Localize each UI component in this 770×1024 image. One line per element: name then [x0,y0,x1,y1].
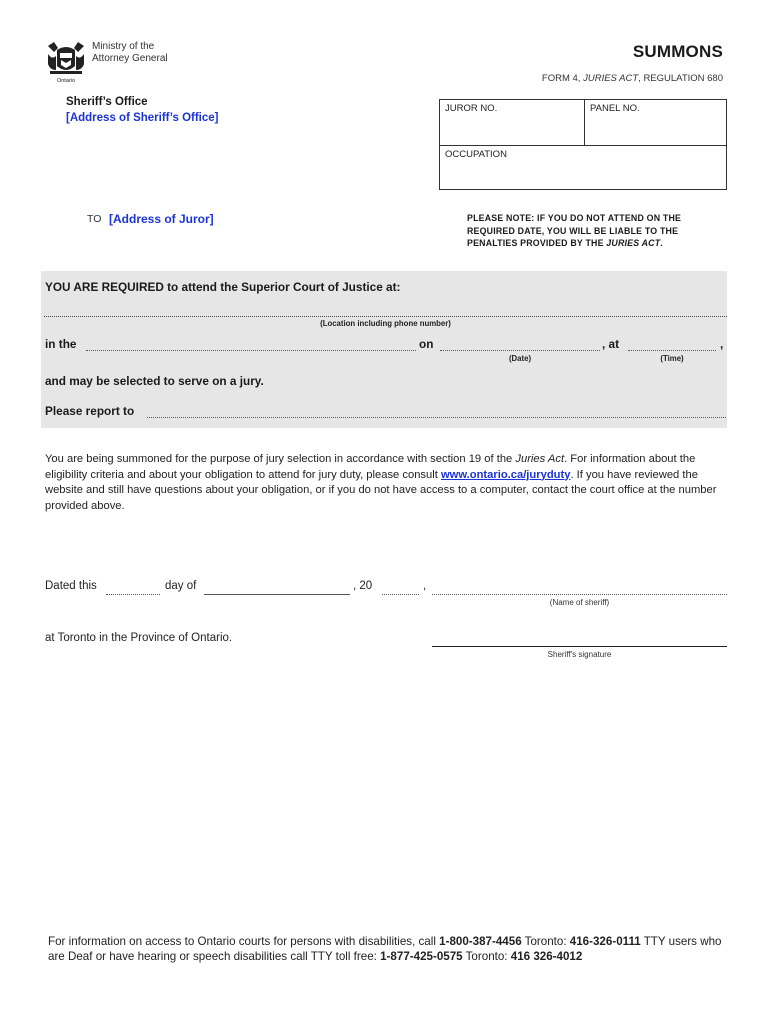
in-the-label: in the [45,337,77,351]
form-reference: FORM 4, JURIES ACT, REGULATION 680 [541,73,723,84]
on-label: on [419,337,434,351]
time-comma: , [720,337,724,351]
day-field[interactable] [106,594,160,595]
penalty-notice: PLEASE NOTE: IF YOU DO NOT ATTEND ON THE REQUIRED DATE, YOU WILL BE LIABLE TO THE PENALTIES PROVIDED BY THE JURIES ACT. [467,213,682,248]
dated-this-label: Dated this [45,580,97,592]
sheriff-name-caption: (Name of sheriff) [549,598,610,607]
juror-number-field[interactable] [439,99,585,146]
month-field[interactable] [204,594,350,595]
juror-address-field[interactable]: [Address of Juror] [109,212,214,226]
summons-explanation: You are being summoned for the purpose of jury selection in accordance with section 19 of the Juries Act. For information about the eligibility criteria and about your obligation to attend for jury duty, please consult www.ontario.ca/juryduty. If you have reviewed the website and still have questions about your obligation, or if you do not have access to a computer, contact the court office at the number provided above. [45,453,717,512]
svg-text:Ontario: Ontario [56,78,76,84]
report-to-field[interactable] [147,417,726,418]
time-field[interactable] [628,350,716,351]
sheriff-office-label: Sheriff’s Office [66,96,148,108]
location-caption: (Location including phone number) [320,319,451,328]
occupation-label: OCCUPATION [445,149,507,160]
panel-number-field[interactable] [584,99,727,146]
to-label: TO [87,213,102,225]
occupation-field[interactable] [439,145,727,190]
ministry-name: Ministry of the Attorney General [92,41,168,64]
place-text: at Toronto in the Province of Ontario. [45,632,233,644]
year-prefix: , 20 [353,580,373,592]
time-caption: (Time) [660,354,684,363]
signature-field[interactable] [432,646,727,647]
report-to-label: Please report to [45,404,135,418]
jury-selection-text: and may be selected to serve on a jury. [45,374,264,388]
ontario-crest-logo [44,40,88,84]
signature-caption: Sheriff's signature [547,650,612,659]
sheriff-name-field[interactable] [432,594,727,595]
juror-number-label: JUROR NO. [445,103,498,114]
city-field[interactable] [86,350,416,351]
accessibility-footer: For information on access to Ontario courts for persons with disabilities, call 1-800-387-4456 Toronto: 416-326-0111 TTY users who are Deaf or have hearing or speech disabilities call TTY toll free: 1-877-425-0575 Toronto: 416 326-4012 [48,935,722,963]
location-field[interactable] [44,316,727,317]
sheriff-address-field[interactable]: [Address of Sheriff’s Office] [66,112,219,124]
panel-number-label: PANEL NO. [590,103,640,114]
date-caption: (Date) [508,354,532,363]
day-of-label: day of [165,580,197,592]
date-comma: , [423,580,427,592]
juryduty-link[interactable]: www.ontario.ca/juryduty [440,468,571,481]
date-field[interactable] [440,350,600,351]
form-title: SUMMONS [632,42,723,61]
attendance-required-text: YOU ARE REQUIRED to attend the Superior Court of Justice at: [45,280,401,294]
year-field[interactable] [382,594,419,595]
at-label: , at [602,337,620,351]
